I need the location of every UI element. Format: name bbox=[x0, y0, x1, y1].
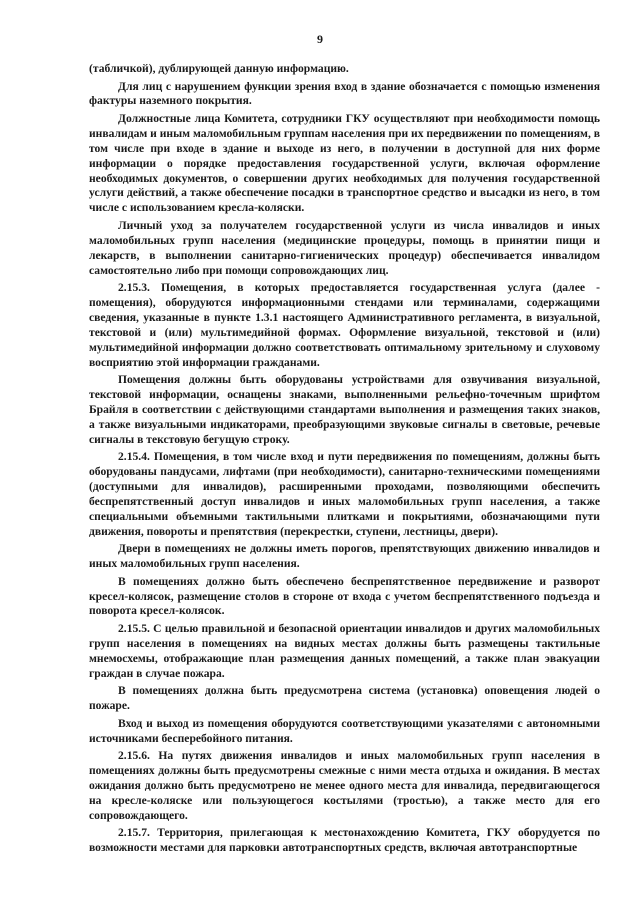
paragraph-9: В помещениях должно быть обеспечено беспрепятственное передвижение и разворот кресел-колясок, размещение столов в стороне от входа с учетом беспрепятственного подъезда и поворота кресел-колясок. bbox=[89, 574, 600, 618]
paragraph-8: Двери в помещениях не должны иметь порогов, препятствующих движению инвалидов и иных маломобильных групп населения. bbox=[89, 542, 600, 571]
page-number: 9 bbox=[317, 32, 323, 46]
paragraph-3: Должностные лица Комитета, сотрудники ГКУ осуществляют при необходимости помощь инвалидам и иным маломобильным группам населения при их передвижении по помещениям, в том числе при входе в здание и выходе из него, в получении в доступной для них форме информации о порядке предоставления государственной услуги, включая оформление необходимых документов, о совершении других необходимых для получения государственной услуги действий, а также обеспечение посадки в транспортное средство и высадки из него, в том числе с использованием кресла-коляски. bbox=[89, 111, 601, 215]
paragraph-6: Помещения должны быть оборудованы устройствами для озвучивания визуальной, текстовой информации, оснащены знаками, выполненными рельефно-точечным шрифтом Брайля в соответствии с действующими стандартами выполнения и размещения таких знаков, а также визуальными индикаторами, преобразующими звуковые сигналы в световые, речевые сигналы в текстовую бегущую строку. bbox=[89, 373, 600, 446]
paragraph-7: 2.15.4. Помещения, в том числе вход и пути передвижения по помещениям, должны быть оборудованы пандусами, лифтами (при необходимости), санитарно-техническими помещениями (доступными для инвалидов), расширенными проходами, позволяющими обеспечить беспрепятственный доступ инвалидов и иных маломобильных групп населения, а также специальными объемными тактильными плитками и покрытиями, обозначающими пути движения, повороты и препятствия (перекрестки, ступени, лестницы, двери). bbox=[89, 450, 600, 538]
paragraph-14: 2.15.7. Территория, прилегающая к местонахождению Комитета, ГКУ оборудуется по возможности местами для парковки автотранспортных средств, включая автотранспортные bbox=[89, 826, 600, 855]
paragraph-10: 2.15.5. С целью правильной и безопасной ориентации инвалидов и других маломобильных групп населения в помещениях на видных местах должны быть размещены тактильные мнемосхемы, отображающие план размещения данных помещений, а также план эвакуации граждан в случае пожара. bbox=[89, 621, 600, 680]
paragraph-5: 2.15.3. Помещения, в которых предоставляется государственная услуга (далее - помещения), оборудуются информационными стендами или терминалами, содержащими сведения, указанные в пункте 1.3.1 настоящего Административного регламента, в визуальной, текстовой и (или) мультимедийной формах. Оформление визуальной, текстовой и (или) мультимедийной информации должно соответствовать оптимальному зрительному и слуховому восприятию этой информации гражданами. bbox=[89, 281, 600, 369]
document-body bbox=[89, 62, 600, 859]
paragraph-13: 2.15.6. На путях движения инвалидов и иных маломобильных групп населения в помещениях должны быть предусмотрены смежные с ними места отдыха и ожидания. В местах ожидания должно быть предусмотрено не менее одного места для инвалида, передвигающегося на кресле-коляске или пользующегося костылями (тростью), а также место для его сопровождающего. bbox=[89, 749, 600, 822]
paragraph-2: Для лиц с нарушением функции зрения вход в здание обозначается с помощью изменения фактуры наземного покрытия. bbox=[89, 79, 600, 108]
paragraph-11: В помещениях должна быть предусмотрена система (установка) оповещения людей о пожаре. bbox=[89, 684, 600, 713]
paragraph-4: Личный уход за получателем государственной услуги из числа инвалидов и иных маломобильных групп населения (медицинские процедуры, помощь в принятии пищи и лекарств, в выполнении санитарно-гигиенических процедур) обеспечивается инвалидом самостоятельно либо при помощи сопровождающих лиц. bbox=[89, 218, 600, 277]
paragraph-1: (табличкой), дублирующей данную информацию. bbox=[89, 62, 349, 75]
paragraph-12: Вход и выход из помещения оборудуются соответствующими указателями с автономными источниками бесперебойного питания. bbox=[89, 716, 600, 745]
